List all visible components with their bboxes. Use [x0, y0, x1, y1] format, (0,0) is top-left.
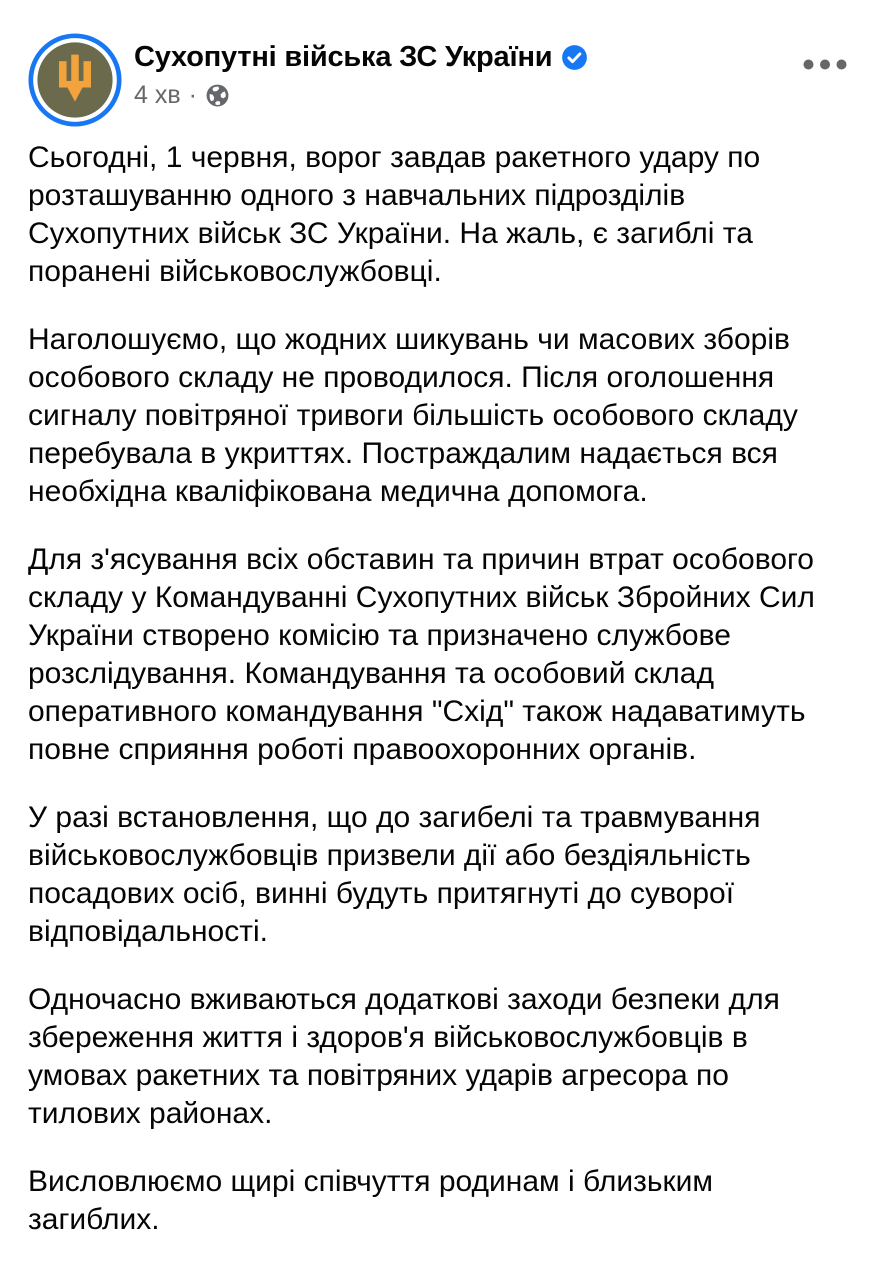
post-paragraph: Для з'ясування всіх обставин та причин втрат особового складу у Командуванні Сухопутних військ Збройних Сил України створено комісію та призначено службове розслідування. Командування та особовий склад оперативного командування "Схід" також надаватимуть повне сприяння роботі правоохоронних органів. [28, 543, 815, 766]
ellipsis-icon [803, 59, 847, 70]
post-paragraph: Одночасно вживаються додаткові заходи безпеки для збереження життя і здоров'я військовослужбовців в умовах ракетних та повітряних ударів агресора по тилових районах. [28, 983, 780, 1130]
page-name[interactable]: Сухопутні війська ЗС України [134, 41, 553, 73]
meta-row [134, 83, 793, 108]
title-row [134, 41, 793, 74]
more-options-button[interactable] [793, 33, 847, 70]
verified-badge-icon [561, 44, 588, 71]
post-paragraph: Сьогодні, 1 червня, ворог завдав ракетного удару по розташуванню одного з навчальних підрозділів Сухопутних військ ЗС України. На жаль, є загиблі та поранені військовослужбовці. [28, 141, 761, 288]
post-header [0, 33, 869, 127]
page-avatar[interactable] [28, 33, 122, 127]
meta-separator: · [188, 81, 197, 110]
post-text [0, 127, 869, 1239]
post-paragraph: Висловлюємо щирі співчуття родинам і близьким загиблих. [28, 1165, 713, 1236]
header-text [134, 33, 793, 108]
post-timestamp[interactable]: 4 хв [134, 81, 181, 110]
post-paragraph: Наголошуємо, що жодних шикувань чи масових зборів особового складу не проводилося. Після оголошення сигналу повітряної тривоги більшість особового складу перебувала в укриттях. Постраждалим надається вся необхідна кваліфікована медична допомога. [28, 323, 798, 508]
post-paragraph: У разі встановлення, що до загибелі та травмування військовослужбовців призвели дії або бездіяльність посадових осіб, винні будуть притягнуті до суворої відповідальності. [28, 801, 761, 948]
globe-icon [205, 83, 230, 108]
